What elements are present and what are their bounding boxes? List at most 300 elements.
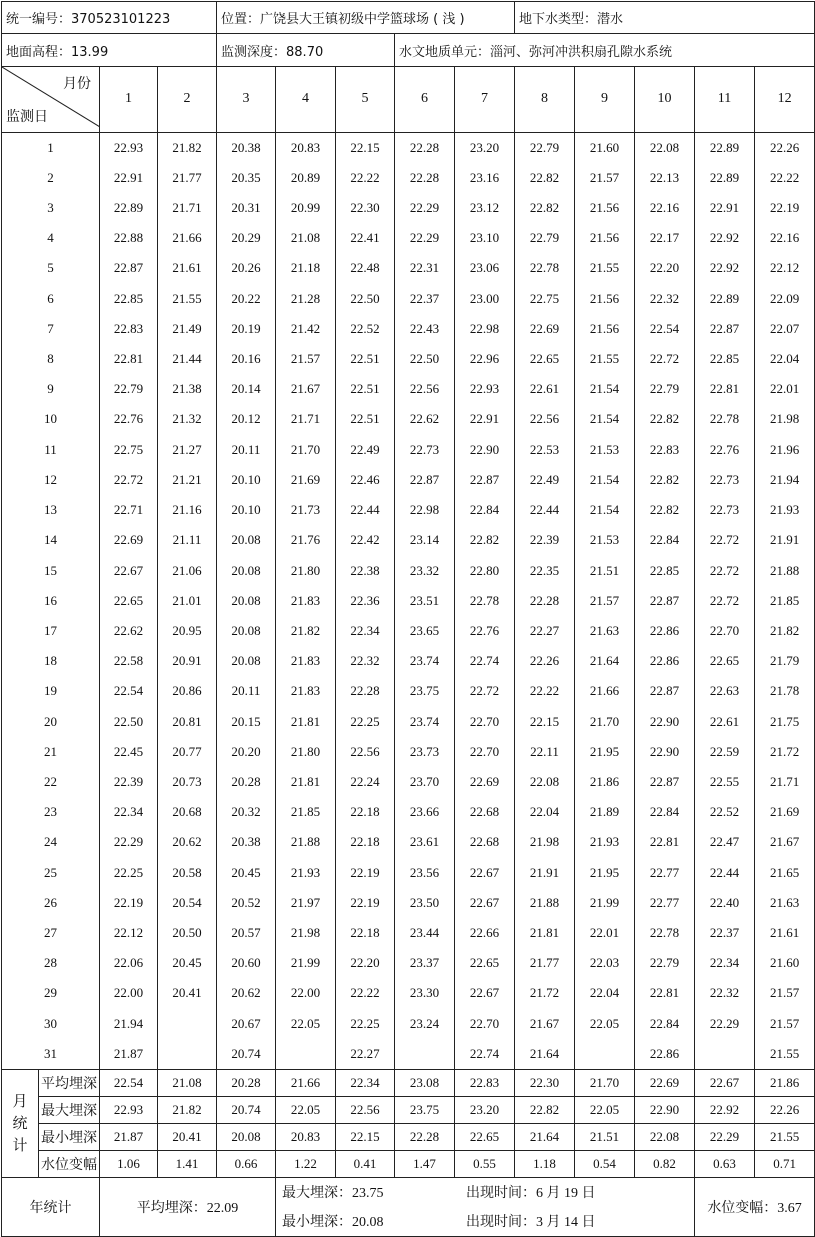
depth-value: 21.53 — [575, 525, 635, 555]
depth-value: 21.71 — [158, 193, 217, 223]
depth-value: 20.73 — [158, 767, 217, 797]
depth-value: 21.55 — [575, 253, 635, 283]
depth-value: 23.06 — [455, 253, 515, 283]
yearly-min-time: 出现时间：3 月 14 日 — [466, 1215, 596, 1231]
depth-value: 22.30 — [336, 193, 395, 223]
depth-value: 21.56 — [575, 314, 635, 344]
day-number: 25 — [2, 857, 100, 887]
depth-value: 22.78 — [455, 586, 515, 616]
depth-value: 20.74 — [217, 1039, 276, 1070]
month-header-12: 12 — [755, 66, 815, 132]
depth-value: 22.69 — [100, 525, 158, 555]
depth-value: 21.82 — [158, 132, 217, 163]
monthly-stat-row — [2, 1151, 815, 1178]
depth-value: 21.85 — [276, 797, 336, 827]
monitoring-depth: 监测深度：88.70 — [217, 34, 395, 66]
depth-value: 22.76 — [695, 435, 755, 465]
header-row-2 — [2, 34, 815, 66]
depth-value: 22.62 — [395, 404, 455, 434]
table-row — [2, 616, 815, 646]
depth-value: 22.86 — [635, 616, 695, 646]
depth-value: 22.20 — [336, 948, 395, 978]
depth-value: 20.20 — [217, 737, 276, 767]
depth-value: 21.21 — [158, 465, 217, 495]
depth-value: 22.32 — [635, 284, 695, 314]
depth-value: 22.42 — [336, 525, 395, 555]
depth-value: 22.83 — [100, 314, 158, 344]
depth-value: 22.91 — [695, 193, 755, 223]
depth-value: 21.73 — [276, 495, 336, 525]
depth-value: 21.60 — [575, 132, 635, 163]
table-row — [2, 465, 815, 495]
depth-value: 22.50 — [336, 284, 395, 314]
depth-value: 23.50 — [395, 888, 455, 918]
day-number: 3 — [2, 193, 100, 223]
depth-value: 21.78 — [755, 676, 815, 706]
depth-value: 21.51 — [575, 555, 635, 585]
depth-value: 21.83 — [276, 676, 336, 706]
stat-value: 1.06 — [100, 1151, 158, 1178]
depth-value: 21.75 — [755, 706, 815, 736]
yearly-max-line — [276, 1182, 694, 1202]
table-row — [2, 918, 815, 948]
depth-value: 21.79 — [755, 646, 815, 676]
stat-value: 20.28 — [217, 1070, 276, 1097]
depth-value: 22.41 — [336, 223, 395, 253]
depth-value: 21.72 — [515, 978, 575, 1008]
depth-value: 21.27 — [158, 435, 217, 465]
depth-value: 22.90 — [635, 737, 695, 767]
depth-value: 22.66 — [455, 918, 515, 948]
day-number: 21 — [2, 737, 100, 767]
depth-value: 20.19 — [217, 314, 276, 344]
stat-value: 22.93 — [100, 1097, 158, 1124]
stat-value: 22.56 — [336, 1097, 395, 1124]
depth-value: 22.29 — [395, 193, 455, 223]
depth-value: 21.98 — [755, 404, 815, 434]
month-header-1: 1 — [100, 66, 158, 132]
depth-value: 22.43 — [395, 314, 455, 344]
depth-value: 21.42 — [276, 314, 336, 344]
table-row — [2, 435, 815, 465]
depth-value: 21.63 — [575, 616, 635, 646]
depth-value: 21.44 — [158, 344, 217, 374]
depth-value: 23.24 — [395, 1008, 455, 1038]
depth-value: 20.10 — [217, 495, 276, 525]
depth-value: 23.73 — [395, 737, 455, 767]
depth-value: 21.67 — [276, 374, 336, 404]
depth-value: 23.75 — [395, 676, 455, 706]
depth-value: 22.91 — [455, 404, 515, 434]
depth-value — [158, 1008, 217, 1038]
depth-value: 21.77 — [158, 163, 217, 193]
depth-value: 23.65 — [395, 616, 455, 646]
stat-value: 1.47 — [395, 1151, 455, 1178]
depth-value: 22.61 — [695, 706, 755, 736]
depth-value: 21.83 — [276, 586, 336, 616]
depth-value: 22.79 — [515, 132, 575, 163]
depth-value: 22.62 — [100, 616, 158, 646]
depth-value: 21.69 — [276, 465, 336, 495]
depth-value: 22.50 — [100, 706, 158, 736]
table-row — [2, 163, 815, 193]
depth-value: 22.88 — [100, 223, 158, 253]
yearly-max-time: 出现时间：6 月 19 日 — [466, 1186, 596, 1202]
month-header-10: 10 — [635, 66, 695, 132]
depth-value: 22.04 — [515, 797, 575, 827]
depth-value: 23.61 — [395, 827, 455, 857]
day-number: 22 — [2, 767, 100, 797]
depth-value: 22.18 — [336, 827, 395, 857]
depth-value: 22.72 — [695, 525, 755, 555]
depth-value: 22.08 — [635, 132, 695, 163]
day-number: 8 — [2, 344, 100, 374]
depth-value: 22.52 — [336, 314, 395, 344]
depth-value: 22.39 — [515, 525, 575, 555]
depth-value: 21.70 — [575, 706, 635, 736]
depth-value: 22.87 — [695, 314, 755, 344]
depth-value: 20.52 — [217, 888, 276, 918]
depth-value: 20.08 — [217, 616, 276, 646]
depth-value: 22.19 — [755, 193, 815, 223]
stat-name: 水位变幅 — [39, 1151, 100, 1178]
depth-value: 22.46 — [336, 465, 395, 495]
stat-value: 21.66 — [276, 1070, 336, 1097]
depth-value: 21.99 — [276, 948, 336, 978]
depth-value: 22.16 — [635, 193, 695, 223]
depth-value: 22.79 — [635, 374, 695, 404]
day-number: 11 — [2, 435, 100, 465]
depth-value: 22.74 — [455, 1039, 515, 1070]
depth-value: 21.80 — [276, 555, 336, 585]
location: 位置：广饶县大王镇初级中学篮球场 ( 浅 ) — [217, 2, 515, 34]
depth-value: 21.01 — [158, 586, 217, 616]
depth-value: 21.64 — [575, 646, 635, 676]
stat-value: 22.92 — [695, 1097, 755, 1124]
ground-elevation: 地面高程：13.99 — [2, 34, 217, 66]
depth-value: 22.91 — [100, 163, 158, 193]
day-number: 17 — [2, 616, 100, 646]
depth-value: 22.86 — [635, 646, 695, 676]
depth-value: 22.85 — [100, 284, 158, 314]
depth-value: 21.76 — [276, 525, 336, 555]
depth-value: 22.22 — [336, 163, 395, 193]
table-row — [2, 1008, 815, 1038]
depth-value: 20.58 — [158, 857, 217, 887]
stat-value: 20.83 — [276, 1124, 336, 1151]
table-row — [2, 193, 815, 223]
depth-value: 22.39 — [100, 767, 158, 797]
depth-value: 22.85 — [635, 555, 695, 585]
depth-value: 21.94 — [100, 1008, 158, 1038]
depth-value: 21.67 — [755, 827, 815, 857]
day-number: 28 — [2, 948, 100, 978]
month-header-3: 3 — [217, 66, 276, 132]
stat-value: 1.22 — [276, 1151, 336, 1178]
corner-cell — [2, 66, 100, 132]
depth-value: 22.79 — [100, 374, 158, 404]
depth-value: 22.82 — [635, 495, 695, 525]
depth-value: 22.12 — [755, 253, 815, 283]
depth-value: 22.81 — [695, 374, 755, 404]
depth-value: 22.08 — [515, 767, 575, 797]
day-number: 5 — [2, 253, 100, 283]
depth-value: 21.98 — [276, 918, 336, 948]
day-number: 19 — [2, 676, 100, 706]
depth-value: 20.11 — [217, 435, 276, 465]
monthly-stats-label-char: 统 — [12, 1115, 28, 1132]
depth-value: 22.25 — [336, 1008, 395, 1038]
stat-value: 23.75 — [395, 1097, 455, 1124]
depth-value: 20.45 — [158, 948, 217, 978]
depth-value: 22.87 — [395, 465, 455, 495]
depth-value: 22.90 — [635, 706, 695, 736]
depth-value: 20.29 — [217, 223, 276, 253]
yearly-extremes-stack — [276, 1178, 694, 1236]
depth-value: 21.95 — [575, 737, 635, 767]
depth-value: 21.54 — [575, 404, 635, 434]
depth-value: 21.57 — [276, 344, 336, 374]
depth-value: 22.87 — [635, 586, 695, 616]
day-number: 1 — [2, 132, 100, 163]
depth-value: 21.54 — [575, 374, 635, 404]
table-row — [2, 284, 815, 314]
depth-value: 22.68 — [455, 827, 515, 857]
depth-value: 22.34 — [336, 616, 395, 646]
month-header-8: 8 — [515, 66, 575, 132]
depth-value: 20.95 — [158, 616, 217, 646]
depth-value: 22.84 — [635, 1008, 695, 1038]
depth-value: 22.89 — [100, 193, 158, 223]
depth-value: 20.08 — [217, 555, 276, 585]
depth-value: 21.70 — [276, 435, 336, 465]
month-header-5: 5 — [336, 66, 395, 132]
stat-value: 22.83 — [455, 1070, 515, 1097]
header-row-1 — [2, 2, 815, 34]
depth-value: 20.91 — [158, 646, 217, 676]
depth-value: 22.82 — [515, 163, 575, 193]
stat-value: 20.74 — [217, 1097, 276, 1124]
depth-value: 22.47 — [695, 827, 755, 857]
day-number: 15 — [2, 555, 100, 585]
yearly-average: 平均埋深：22.09 — [100, 1177, 276, 1236]
depth-value: 22.72 — [100, 465, 158, 495]
day-number: 6 — [2, 284, 100, 314]
table-row — [2, 767, 815, 797]
day-number: 12 — [2, 465, 100, 495]
depth-value: 21.81 — [276, 706, 336, 736]
depth-value: 22.98 — [395, 495, 455, 525]
depth-value: 20.15 — [217, 706, 276, 736]
stat-value: 1.41 — [158, 1151, 217, 1178]
depth-value: 21.64 — [515, 1039, 575, 1070]
depth-value: 23.14 — [395, 525, 455, 555]
stat-value: 22.15 — [336, 1124, 395, 1151]
depth-value: 21.28 — [276, 284, 336, 314]
depth-value: 21.11 — [158, 525, 217, 555]
table-row — [2, 586, 815, 616]
depth-value: 22.04 — [755, 344, 815, 374]
depth-value: 22.78 — [635, 918, 695, 948]
depth-value: 21.86 — [575, 767, 635, 797]
depth-value: 23.12 — [455, 193, 515, 223]
monthly-stats-label-char: 计 — [12, 1137, 28, 1154]
depth-value: 21.66 — [158, 223, 217, 253]
table-row — [2, 223, 815, 253]
stat-name: 最大埋深 — [39, 1097, 100, 1124]
depth-value: 21.88 — [276, 827, 336, 857]
depth-value: 21.82 — [755, 616, 815, 646]
depth-value: 22.04 — [575, 978, 635, 1008]
depth-value: 23.37 — [395, 948, 455, 978]
depth-value: 22.98 — [455, 314, 515, 344]
depth-value: 20.81 — [158, 706, 217, 736]
depth-value: 21.82 — [276, 616, 336, 646]
depth-value: 22.80 — [455, 555, 515, 585]
stat-name: 最小埋深 — [39, 1124, 100, 1151]
depth-value: 22.45 — [100, 737, 158, 767]
depth-value: 21.97 — [276, 888, 336, 918]
depth-value: 22.18 — [336, 797, 395, 827]
depth-value: 22.55 — [695, 767, 755, 797]
depth-value: 20.08 — [217, 525, 276, 555]
depth-value: 22.87 — [635, 676, 695, 706]
depth-value: 22.36 — [336, 586, 395, 616]
depth-value: 21.55 — [755, 1039, 815, 1070]
depth-value: 21.54 — [575, 465, 635, 495]
depth-value: 23.74 — [395, 706, 455, 736]
table-row — [2, 525, 815, 555]
month-header-7: 7 — [455, 66, 515, 132]
depth-value: 21.57 — [575, 586, 635, 616]
depth-value: 23.44 — [395, 918, 455, 948]
depth-value: 22.51 — [336, 374, 395, 404]
depth-value: 22.70 — [455, 1008, 515, 1038]
depth-value: 22.82 — [635, 404, 695, 434]
depth-value: 22.65 — [455, 948, 515, 978]
depth-value: 22.11 — [515, 737, 575, 767]
depth-value: 22.84 — [455, 495, 515, 525]
depth-value: 22.44 — [695, 857, 755, 887]
stat-value: 22.65 — [455, 1124, 515, 1151]
depth-value: 21.53 — [575, 435, 635, 465]
depth-value: 21.71 — [755, 767, 815, 797]
depth-value: 21.95 — [575, 857, 635, 887]
depth-value: 22.15 — [336, 132, 395, 163]
month-header-4: 4 — [276, 66, 336, 132]
stat-value: 22.34 — [336, 1070, 395, 1097]
day-number: 14 — [2, 525, 100, 555]
table-row — [2, 132, 815, 163]
stat-value: 20.41 — [158, 1124, 217, 1151]
depth-value: 20.14 — [217, 374, 276, 404]
depth-value: 22.44 — [336, 495, 395, 525]
depth-value: 22.79 — [515, 223, 575, 253]
day-number: 7 — [2, 314, 100, 344]
depth-value: 20.86 — [158, 676, 217, 706]
depth-value: 22.03 — [575, 948, 635, 978]
depth-value: 22.49 — [515, 465, 575, 495]
depth-value: 21.32 — [158, 404, 217, 434]
depth-value: 22.28 — [395, 163, 455, 193]
depth-value: 22.81 — [635, 978, 695, 1008]
depth-value: 23.74 — [395, 646, 455, 676]
depth-value: 21.66 — [575, 676, 635, 706]
depth-value: 23.30 — [395, 978, 455, 1008]
depth-value: 22.65 — [515, 344, 575, 374]
table-row — [2, 706, 815, 736]
depth-value — [158, 1039, 217, 1070]
day-number: 16 — [2, 586, 100, 616]
depth-value: 22.89 — [695, 163, 755, 193]
depth-value — [395, 1039, 455, 1070]
depth-value: 20.54 — [158, 888, 217, 918]
day-number: 24 — [2, 827, 100, 857]
depth-value: 20.68 — [158, 797, 217, 827]
depth-value: 21.91 — [755, 525, 815, 555]
stat-value: 20.08 — [217, 1124, 276, 1151]
depth-value: 22.65 — [100, 586, 158, 616]
depth-value: 22.29 — [395, 223, 455, 253]
depth-value: 22.07 — [755, 314, 815, 344]
depth-value: 21.57 — [575, 163, 635, 193]
depth-value: 20.08 — [217, 586, 276, 616]
corner-month-label: 月份 — [63, 76, 91, 92]
stat-value: 0.82 — [635, 1151, 695, 1178]
depth-value: 20.11 — [217, 676, 276, 706]
depth-value: 22.92 — [695, 253, 755, 283]
depth-value: 22.83 — [635, 435, 695, 465]
depth-value: 20.32 — [217, 797, 276, 827]
depth-value: 22.69 — [515, 314, 575, 344]
depth-value: 20.62 — [158, 827, 217, 857]
depth-value: 21.71 — [276, 404, 336, 434]
depth-value: 20.60 — [217, 948, 276, 978]
hydrogeologic-unit: 水文地质单元：淄河、弥河冲洪积扇孔隙水系统 — [395, 34, 815, 66]
depth-value: 21.80 — [276, 737, 336, 767]
depth-value: 21.85 — [755, 586, 815, 616]
depth-value: 22.73 — [695, 465, 755, 495]
table-row — [2, 374, 815, 404]
depth-value: 22.38 — [336, 555, 395, 585]
depth-value: 22.68 — [455, 797, 515, 827]
depth-value: 22.72 — [695, 555, 755, 585]
yearly-min: 最小埋深：20.08 — [282, 1215, 384, 1231]
depth-value: 21.96 — [755, 435, 815, 465]
depth-value: 22.18 — [336, 918, 395, 948]
depth-value: 22.34 — [695, 948, 755, 978]
depth-value: 21.57 — [755, 978, 815, 1008]
depth-value: 22.61 — [515, 374, 575, 404]
depth-value: 22.90 — [455, 435, 515, 465]
depth-value: 22.34 — [100, 797, 158, 827]
depth-value: 22.84 — [635, 797, 695, 827]
depth-value: 21.61 — [158, 253, 217, 283]
depth-value: 21.16 — [158, 495, 217, 525]
depth-value: 20.08 — [217, 646, 276, 676]
depth-value: 22.93 — [100, 132, 158, 163]
depth-value: 22.73 — [695, 495, 755, 525]
depth-value: 22.40 — [695, 888, 755, 918]
depth-value: 22.09 — [755, 284, 815, 314]
depth-value: 22.26 — [515, 646, 575, 676]
depth-value: 21.56 — [575, 223, 635, 253]
depth-value: 22.70 — [455, 737, 515, 767]
groundwater-depth-table — [1, 1, 815, 1237]
table-row — [2, 555, 815, 585]
depth-value: 21.63 — [755, 888, 815, 918]
depth-value: 22.67 — [100, 555, 158, 585]
